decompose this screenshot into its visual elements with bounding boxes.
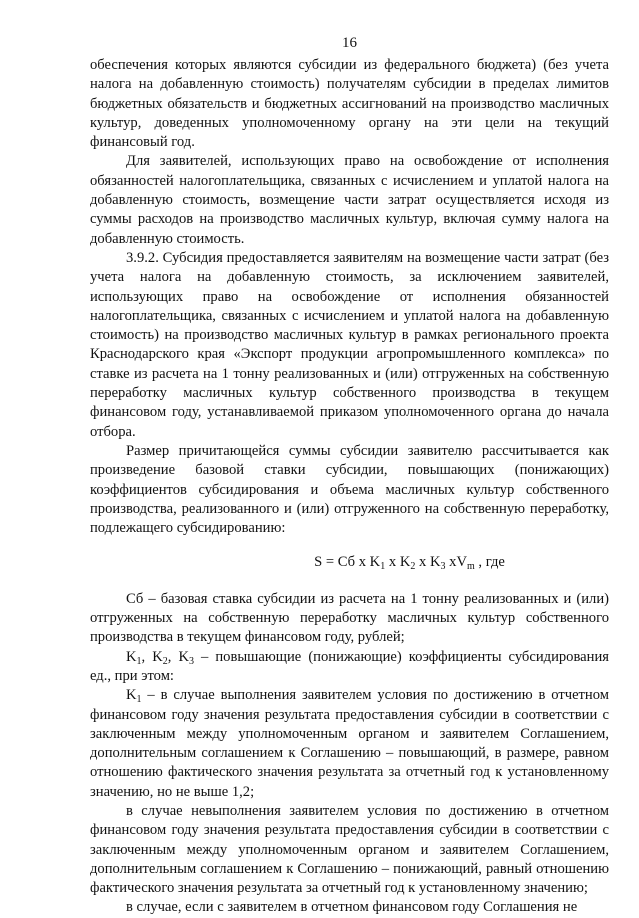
paragraph-coefficients xyxy=(90,648,609,687)
coef-k: K xyxy=(126,648,137,665)
k1-subscript: 1 xyxy=(136,694,142,706)
paragraph-4: Размер причитающейся суммы субсидии заявителю рассчитывается как произведение базовой ставки субсидии, повышающих (понижающих) коэффициентов субсидирования и объема масличных культур собственного производства, реализованного и (или) отгруженного на собственную переработку, подлежащего субсидированию: xyxy=(90,442,609,537)
formula-part: xV xyxy=(445,554,467,571)
paragraph-k1 xyxy=(90,686,609,802)
coef-subscript: 1 xyxy=(136,655,142,667)
page-number: 16 xyxy=(342,35,357,51)
subsidy-formula xyxy=(90,553,609,572)
coef-sep: , K xyxy=(167,648,189,665)
formula-subscript: 1 xyxy=(380,561,386,573)
formula-subscript: m xyxy=(467,561,475,573)
paragraph-1: обеспечения которых являются субсидии из федерального бюджета) (без учета налога на добавленную стоимость) получателям субсидии в пределах лимитов бюджетных обязательств и бюджетных ассигнований на производство масличных культур, доведенных уполномоченному органу на эти цели на текущий финансовый год. xyxy=(90,57,609,151)
k1-letter: K xyxy=(126,687,137,704)
formula-subscript: 2 xyxy=(410,561,416,573)
paragraph-2: Для заявителей, использующих право на освобождение от исполнения обязанностей налогоплательщика, связанных с исчислением и уплатой налога на добавленную стоимость, возмещение части затрат осуществляется исходя из суммы расходов на производство масличных культур, включая сумму налога на добавленную стоимость. xyxy=(90,153,609,247)
paragraph-last: в случае, если с заявителем в отчетном финансовом году Соглашения не xyxy=(126,899,578,916)
coef-subscript: 3 xyxy=(188,655,194,667)
formula-part: , где xyxy=(474,554,505,571)
formula-part: x K xyxy=(415,554,441,571)
coef-text: – повышающие (понижающие) коэффициенты субсидирования ед., при этом: xyxy=(90,648,609,684)
formula-part: x K xyxy=(385,554,411,571)
k1-text: – в случае выполнения заявителем условия по достижению в отчетном финансовом году значения результата предоставления субсидии в соответствии с заключенным между уполномоченным органом и заявителем Соглашением, дополнительным соглашением к Соглашению – повышающий, в размере, равном отношению фактического значения результата за отчетный год к установленному значению, но не выше 1,2; xyxy=(90,687,609,800)
formula-part: S = Сб x K xyxy=(314,554,381,571)
paragraph-base-rate: Сб – базовая ставка субсидии из расчета на 1 тонну реализованных и (или) отгруженных на собственную переработку масличных культур собственного производства в текущем финансовом году, рублей; xyxy=(90,590,609,646)
coef-sep: , K xyxy=(141,648,163,665)
paragraph-3: 3.9.2. Субсидия предоставляется заявителям на возмещение части затрат (без учета налога на добавленную стоимость, за исключением заявителей, использующих право на освобождение от исполнения обязанностей налогоплательщика, связанных с исчислением и уплатой налога на добавленную стоимость) на производство масличных культур в рамках регионального проекта Краснодарского края «Экспорт продукции агропромышленного комплекса» по ставке из расчета на 1 тонну реализованных и (или) отгруженных на собственную переработку масличных культур собственного производства в текущем финансовом году, устанавливаемой приказом уполномоченного органа до начала отбора. xyxy=(90,249,609,440)
paragraph-non-fulfilment: в случае невыполнения заявителем условия по достижению в отчетном финансовом году значения результата предоставления субсидии в соответствии с заключенным между уполномоченным органом и заявителем Соглашением, дополнительным соглашением к Соглашению – понижающий, равный отношению фактического значения результата за отчетный год к установленному значению; xyxy=(90,802,609,897)
formula-subscript: 3 xyxy=(440,561,446,573)
coef-subscript: 2 xyxy=(162,655,168,667)
